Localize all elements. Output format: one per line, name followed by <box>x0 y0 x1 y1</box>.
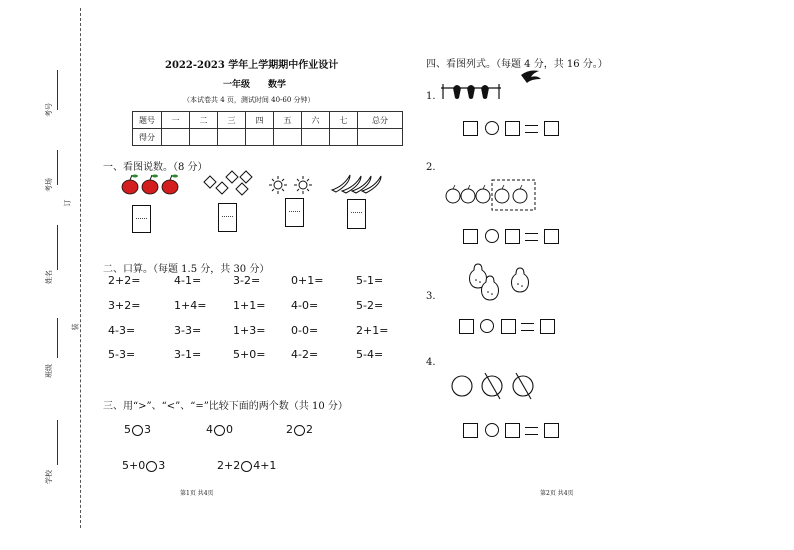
score-table-header-row <box>133 112 403 129</box>
calc-item: 0-0= <box>291 324 319 337</box>
calc-item: 1+3= <box>233 324 266 337</box>
margin-label-xuexiao: 学校 <box>45 470 53 484</box>
calc-item: 5-4= <box>356 348 384 361</box>
answer-box[interactable] <box>132 205 151 233</box>
score-input-cell[interactable] <box>274 129 302 146</box>
equals-sign <box>525 125 538 133</box>
answer-box[interactable] <box>285 198 304 227</box>
section1-heading: 一、看图说数。（8 分） <box>103 162 208 173</box>
answer-square[interactable] <box>463 423 478 438</box>
calc-item: 4-0= <box>291 299 319 312</box>
answer-square[interactable] <box>505 423 520 438</box>
margin-line-2 <box>57 150 58 185</box>
score-input-cell[interactable] <box>218 129 246 146</box>
operator-circle[interactable] <box>485 423 499 437</box>
exam-note: （本试卷共 4 页，测试时间 40-60 分钟） <box>183 96 315 104</box>
comparison-item <box>286 423 313 436</box>
calc-item: 4-2= <box>291 348 319 361</box>
problem-number: 4. <box>426 357 436 368</box>
sun-icon <box>268 175 316 195</box>
right-operand: 4+1 <box>253 459 277 472</box>
comparison-circle[interactable] <box>146 461 157 472</box>
margin-label-xingming: 姓名 <box>45 270 53 284</box>
table-cell: 四 <box>246 112 274 129</box>
diamond-icon <box>202 169 262 199</box>
pear-icon <box>468 262 540 302</box>
answer-square[interactable] <box>544 121 559 136</box>
comparison-circle[interactable] <box>241 461 252 472</box>
comparison-item <box>124 423 151 436</box>
operator-circle[interactable] <box>480 319 494 333</box>
score-input-cell[interactable] <box>302 129 330 146</box>
calc-item: 5-2= <box>356 299 384 312</box>
orange-icon <box>444 178 540 212</box>
comparison-circle[interactable] <box>294 425 305 436</box>
calc-item: 2+1= <box>356 324 389 337</box>
table-cell: 五 <box>274 112 302 129</box>
binding-dashed-line <box>80 8 81 528</box>
table-cell: 总分 <box>358 112 403 129</box>
bird-icon <box>441 67 551 105</box>
left-operand: 5+0 <box>122 459 146 472</box>
left-operand: 4 <box>206 423 213 436</box>
comparison-circle[interactable] <box>214 425 225 436</box>
answer-square[interactable] <box>463 229 478 244</box>
left-operand: 2 <box>286 423 293 436</box>
answer-square[interactable] <box>540 319 555 334</box>
score-input-cell[interactable] <box>358 129 403 146</box>
calc-item: 4-1= <box>174 274 202 287</box>
answer-square[interactable] <box>501 319 516 334</box>
answer-square[interactable] <box>544 229 559 244</box>
right-operand: 0 <box>226 423 233 436</box>
margin-mark-zhuang: 装 <box>71 323 80 331</box>
table-cell: 一 <box>162 112 190 129</box>
section3-heading: 三、用“>”、“<”、“=”比较下面的两个数（共 10 分） <box>103 401 348 412</box>
section2-heading: 二、口算。（每题 1.5 分，共 30 分） <box>103 264 270 275</box>
score-input-cell[interactable] <box>190 129 218 146</box>
margin-label-kaochang: 考场 <box>45 178 53 192</box>
table-cell: 七 <box>330 112 358 129</box>
comparison-circle[interactable] <box>132 425 143 436</box>
margin-label-banji: 班级 <box>45 364 53 378</box>
equals-sign <box>525 427 538 435</box>
margin-label-kaohao: 考号 <box>45 103 53 117</box>
comparison-item <box>122 459 165 472</box>
table-cell: 题号 <box>133 112 162 129</box>
page-title: 2022-2023 学年上学期期中作业设计 <box>165 60 339 71</box>
score-table-score-row <box>133 129 403 146</box>
table-cell: 得分 <box>133 129 162 146</box>
apple-icon <box>120 172 182 196</box>
margin-line-4 <box>57 318 58 358</box>
score-table <box>132 111 403 146</box>
margin-mark-ding: 订 <box>63 199 72 207</box>
answer-box[interactable] <box>347 199 366 229</box>
footer-left: 第1页 共4页 <box>180 490 214 497</box>
equals-sign <box>525 233 538 241</box>
comparison-item <box>206 423 233 436</box>
answer-square[interactable] <box>463 121 478 136</box>
calc-item: 5+0= <box>233 348 266 361</box>
calc-item: 3-2= <box>233 274 261 287</box>
calc-item: 3-3= <box>174 324 202 337</box>
score-input-cell[interactable] <box>246 129 274 146</box>
left-operand: 5 <box>124 423 131 436</box>
left-operand: 2+2 <box>217 459 241 472</box>
score-input-cell[interactable] <box>330 129 358 146</box>
banana-icon <box>330 172 385 194</box>
margin-line-5 <box>57 420 58 465</box>
margin-line-1 <box>57 70 58 110</box>
footer-right: 第2页 共4页 <box>540 490 574 497</box>
equals-sign <box>521 323 534 331</box>
section4-heading: 四、看图列式。（每题 4 分，共 16 分。） <box>426 59 608 70</box>
calc-item: 4-3= <box>108 324 136 337</box>
operator-circle[interactable] <box>485 229 499 243</box>
answer-square[interactable] <box>505 121 520 136</box>
circle-icon <box>450 372 540 400</box>
calc-item: 5-3= <box>108 348 136 361</box>
calc-item: 3-1= <box>174 348 202 361</box>
calc-item: 2+2= <box>108 274 141 287</box>
table-cell: 六 <box>302 112 330 129</box>
problem-number: 3. <box>426 291 436 302</box>
right-operand: 3 <box>144 423 151 436</box>
calc-item: 5-1= <box>356 274 384 287</box>
table-cell: 三 <box>218 112 246 129</box>
answer-square[interactable] <box>459 319 474 334</box>
problem-number: 1. <box>426 91 436 102</box>
right-operand: 3 <box>158 459 166 472</box>
answer-box[interactable] <box>218 203 237 232</box>
grade-subject: 一年级 数学 <box>223 80 287 90</box>
table-cell: 二 <box>190 112 218 129</box>
problem-number: 2. <box>426 162 436 173</box>
operator-circle[interactable] <box>485 121 499 135</box>
calc-item: 3+2= <box>108 299 141 312</box>
right-operand: 2 <box>306 423 313 436</box>
answer-square[interactable] <box>505 229 520 244</box>
comparison-item <box>217 459 276 472</box>
score-input-cell[interactable] <box>162 129 190 146</box>
margin-line-3 <box>57 225 58 270</box>
calc-item: 1+1= <box>233 299 266 312</box>
calc-item: 1+4= <box>174 299 207 312</box>
answer-square[interactable] <box>544 423 559 438</box>
calc-item: 0+1= <box>291 274 324 287</box>
